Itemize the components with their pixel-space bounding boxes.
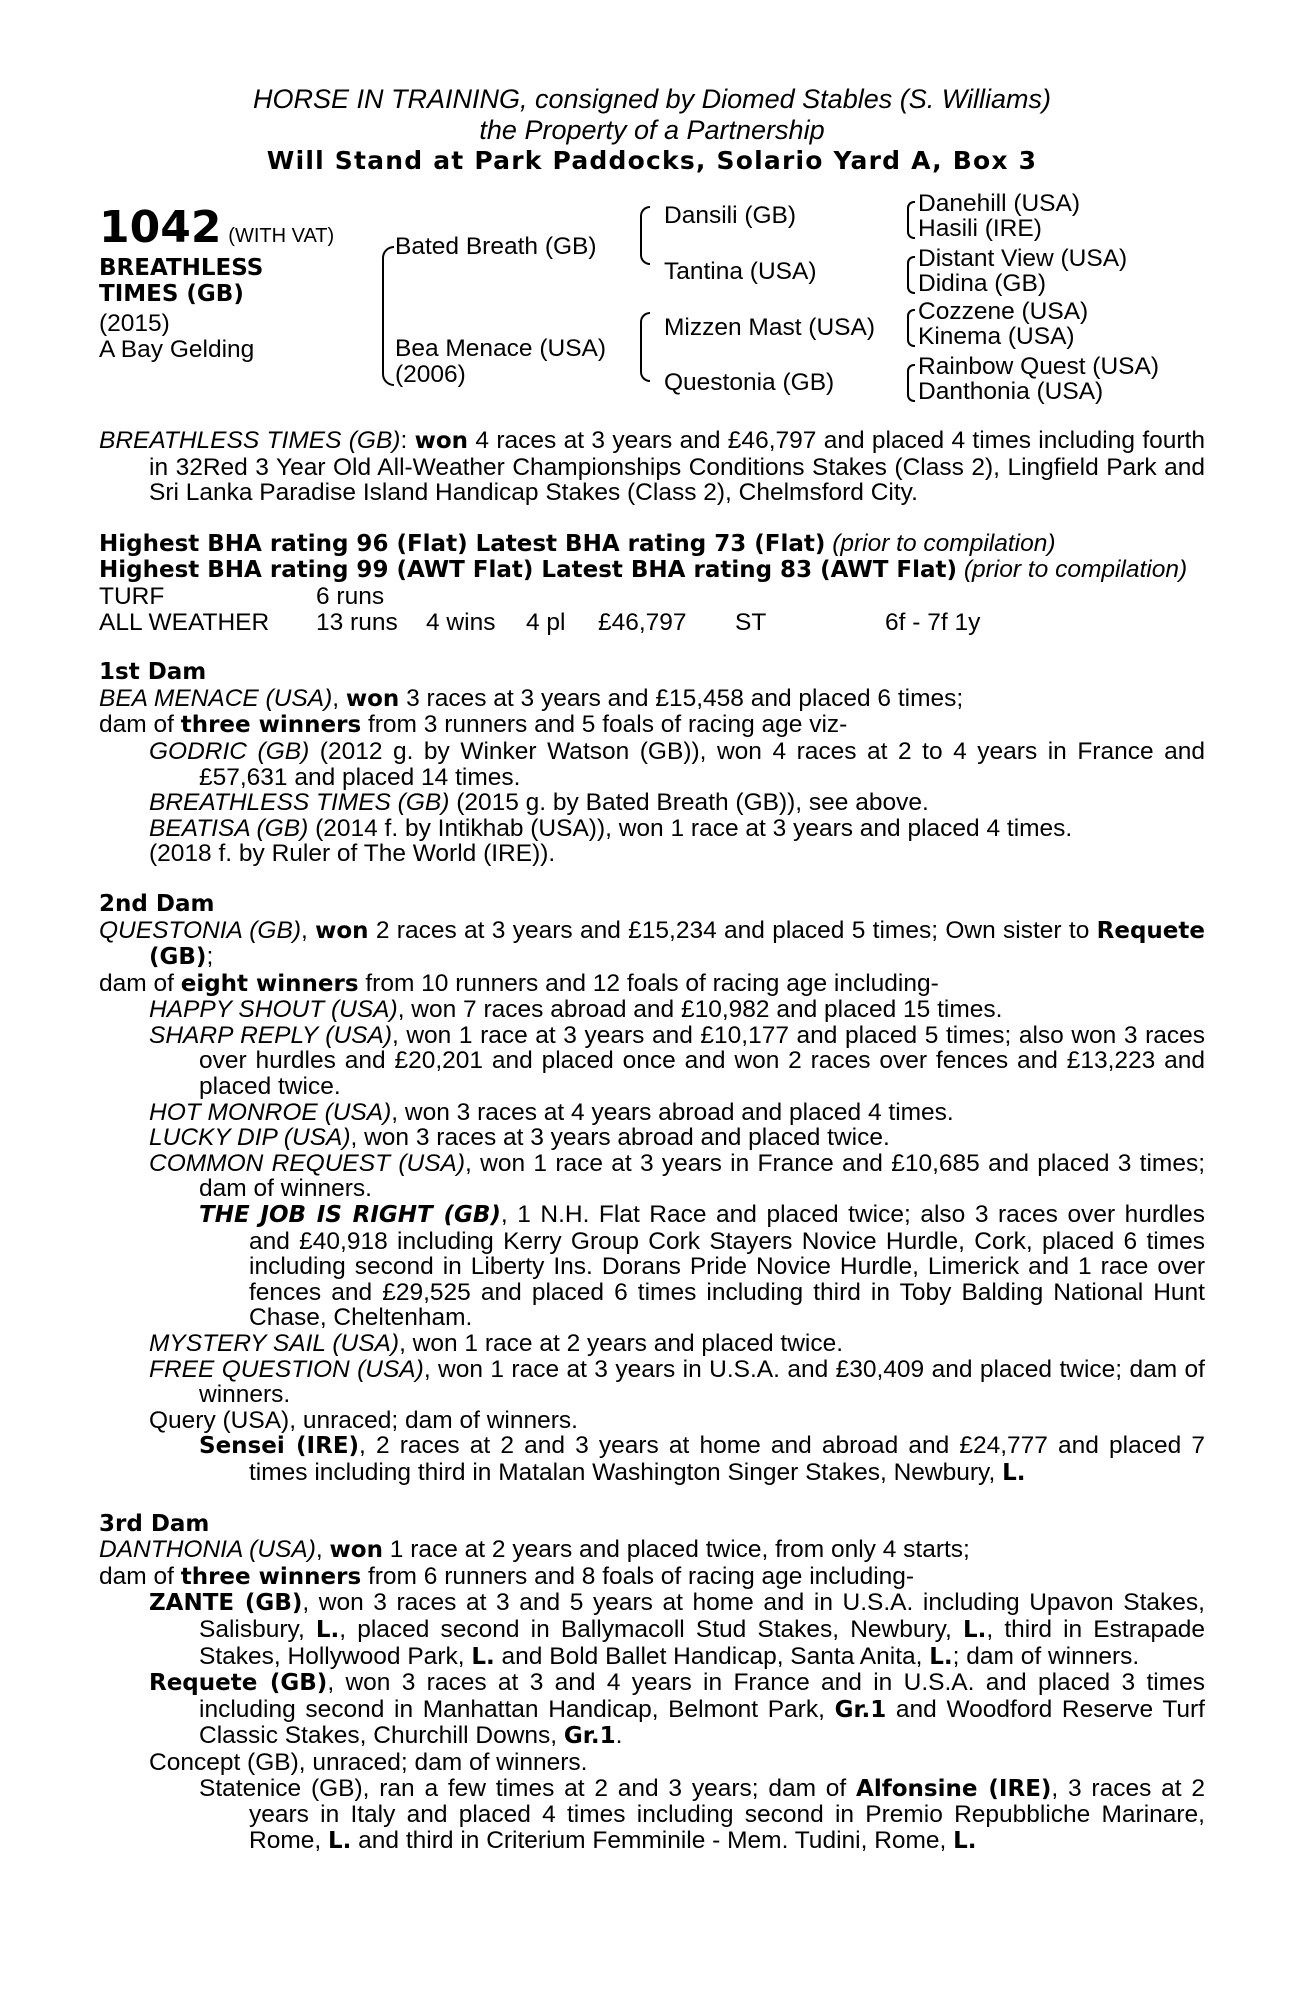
bha-rating-line1: Highest BHA rating 96 (Flat) Latest BHA rating 73 (Flat) (prior to compilation) [99,529,1056,557]
ggp-8: Danthonia (USA) [918,378,1104,405]
rr-surface: TURF [99,582,165,610]
ggp-1: Danehill (USA) [918,190,1081,217]
produce-entry: Query (USA), unraced; dam of winners. [149,1406,578,1434]
rr-places: 4 pl [526,608,566,636]
produce-entry: FREE QUESTION (USA), won 1 race at 3 years in U.S.A. and £30,409 and placed twice; dam of winners. [149,1355,1205,1409]
ggp-5: Cozzene (USA) [918,298,1089,325]
rr-wins: 4 wins [426,608,496,636]
produce-entry: COMMON REQUEST (USA), won 1 race at 3 years in France and £10,685 and placed 3 times; dam of winners. [149,1149,1205,1203]
produce-subentry: Sensei (IRE), 2 races at 2 and 3 years at home and abroad and £24,777 and placed 7 times including third in Matalan Washington Singer Stakes, Newbury, L. [199,1432,1205,1486]
ggp-7: Rainbow Quest (USA) [918,353,1160,380]
produce-entry: BEATISA (GB) (2014 f. by Intikhab (USA)), won 1 race at 3 years and placed 4 times. [149,814,1073,842]
produce-entry: MYSTERY SAIL (USA), won 1 race at 2 years and placed twice. [149,1330,844,1357]
parents-bracket [382,246,394,386]
produce-entry: HOT MONROE (USA), won 3 races at 4 years abroad and placed 4 times. [149,1098,954,1126]
rr-earnings: £46,797 [598,608,687,636]
second-dam-record: QUESTONIA (GB), won 2 races at 3 years and £15,234 and placed 5 times; Own sister to Requete (GB); [99,916,1205,971]
dam-dam: Questonia (GB) [664,369,835,396]
sire-sire: Dansili (GB) [664,202,797,229]
consignor-line: HORSE IN TRAINING, consigned by Diomed Stables (S. Williams) [253,84,1051,114]
third-dam-heading: 3rd Dam [99,1510,210,1537]
gg-bracket-3 [907,309,915,347]
first-dam-heading: 1st Dam [99,659,207,686]
horse-name-line1: BREATHLESS [99,255,264,281]
rr-runs: 13 runs [316,608,398,636]
produce-entry: (2018 f. by Ruler of The World (IRE)). [149,840,556,868]
dam-year: (2006) [395,361,466,388]
race-summary: BREATHLESS TIMES (GB): won 4 races at 3 years and £46,797 and placed 4 times including fourth in 32Red 3 Year Old All-Weather Championships Conditions Stakes (Class 2), Lingfield Park and Sri Lanka Paradise Island Handicap Stakes (Class 2), Chelmsford City. [99,427,1205,507]
sire-dam: Tantina (USA) [664,258,817,285]
gg-bracket-2 [907,256,915,294]
catalogue-page [99,84,1205,1854]
first-dam-produce: dam of three winners from 3 runners and 5 foals of racing age viz- [99,711,848,739]
third-dam-record: DANTHONIA (USA), won 1 race at 2 years and placed twice, from only 4 starts; [99,1536,970,1564]
produce-entry: SHARP REPLY (USA), won 1 race at 3 years and £10,177 and placed 5 times; also won 3 races over hurdles and £20,201 and placed once and won 2 races over fences and £13,223 and placed twice. [149,1021,1205,1101]
bha-rating-line2: Highest BHA rating 99 (AWT Flat) Latest BHA rating 83 (AWT Flat) (prior to compilation) [99,556,1188,584]
ggp-3: Distant View (USA) [918,245,1128,272]
sire-parents-bracket [640,206,650,265]
horse-name-line2: TIMES (GB) [99,281,244,307]
horse-description: A Bay Gelding [99,336,255,363]
third-dam-produce: dam of three winners from 6 runners and 8 foals of racing age including- [99,1562,915,1590]
lot-number: 1042 [99,202,222,253]
produce-entry: Requete (GB), won 3 races at 3 and 4 years in France and in U.S.A. and placed 3 times including second in Manhattan Handicap, Belmont Park, Gr.1 and Woodford Reserve Turf Classic Stakes, Churchill Downs, Gr.1. [149,1669,1205,1750]
vat-note: (WITH VAT) [228,225,335,247]
dam-name: Bea Menace (USA) [395,335,607,362]
lot-number-row [99,202,335,253]
produce-entry: GODRIC (GB) (2012 g. by Winker Watson (GB)), won 4 races at 2 to 4 years in France and £57,631 and placed 14 times. [149,737,1205,791]
second-dam-heading: 2nd Dam [99,890,215,917]
ggp-4: Didina (GB) [918,270,1046,297]
sire-name: Bated Breath (GB) [395,233,597,260]
gg-bracket-4 [907,364,915,402]
produce-entry: HAPPY SHOUT (USA), won 7 races abroad and £10,982 and placed 15 times. [149,996,1003,1024]
gg-bracket-1 [907,201,915,239]
produce-entry: ZANTE (GB), won 3 races at 3 and 5 years at home and in U.S.A. including Upavon Stakes, Salisbury, L., placed second in Ballymacoll Stud Stakes, Newbury, L., third in Estrapade Stakes, Hollywood Park, L. and Bold Ballet Handicap, Santa Anita, L.; dam of winners. [149,1589,1205,1670]
dam-parents-bracket [640,312,650,382]
rr-runs: 6 runs [316,582,385,610]
racing-record-table [99,584,1205,635]
produce-subentry: THE JOB IS RIGHT (GB), 1 N.H. Flat Race and placed twice; also 3 races over hurdles and £40,918 including Kerry Group Cork Stayers Novice Hurdle, Cork, placed 6 times including second in Liberty Ins. Dorans Pride Novice Hurdle, Limerick and 1 race over fences and £29,525 and placed 6 times including third in Toby Balding National Hunt Chase, Cheltenham. [199,1201,1205,1332]
summary-horse-name: BREATHLESS TIMES (GB) [99,427,401,454]
first-dam-record: BEA MENACE (USA), won 3 races at 3 years and £15,458 and placed 6 times; [99,684,964,712]
produce-entry: Concept (GB), unraced; dam of winners. [149,1748,588,1776]
rr-going: ST [735,608,767,636]
produce-entry: BREATHLESS TIMES (GB) (2015 g. by Bated Breath (GB)), see above. [149,789,929,817]
rr-distance: 6f - 7f 1y [885,608,981,636]
rr-surface: ALL WEATHER [99,608,270,636]
summary-won: won [414,428,469,454]
produce-subentry: Statenice (GB), ran a few times at 2 and 3 years; dam of Alfonsine (IRE), 3 races at 2 years in Italy and placed 4 times including second in Premio Repubbliche Marinare, Rome, L. and third in Criterium Femminile - Mem. Tudini, Rome, L. [199,1774,1205,1854]
ggp-2: Hasili (IRE) [918,215,1042,242]
property-line: the Property of a Partnership [479,115,825,145]
second-dam-produce: dam of eight winners from 10 runners and 12 foals of racing age including- [99,969,939,997]
foaling-year: (2015) [99,310,170,337]
location-line: Will Stand at Park Paddocks, Solario Yard A, Box 3 [266,146,1038,175]
produce-entry: LUCKY DIP (USA), won 3 races at 3 years abroad and placed twice. [149,1124,890,1152]
ggp-6: Kinema (USA) [918,323,1075,350]
dam-sire: Mizzen Mast (USA) [664,314,876,341]
pedigree-block [99,190,1205,428]
